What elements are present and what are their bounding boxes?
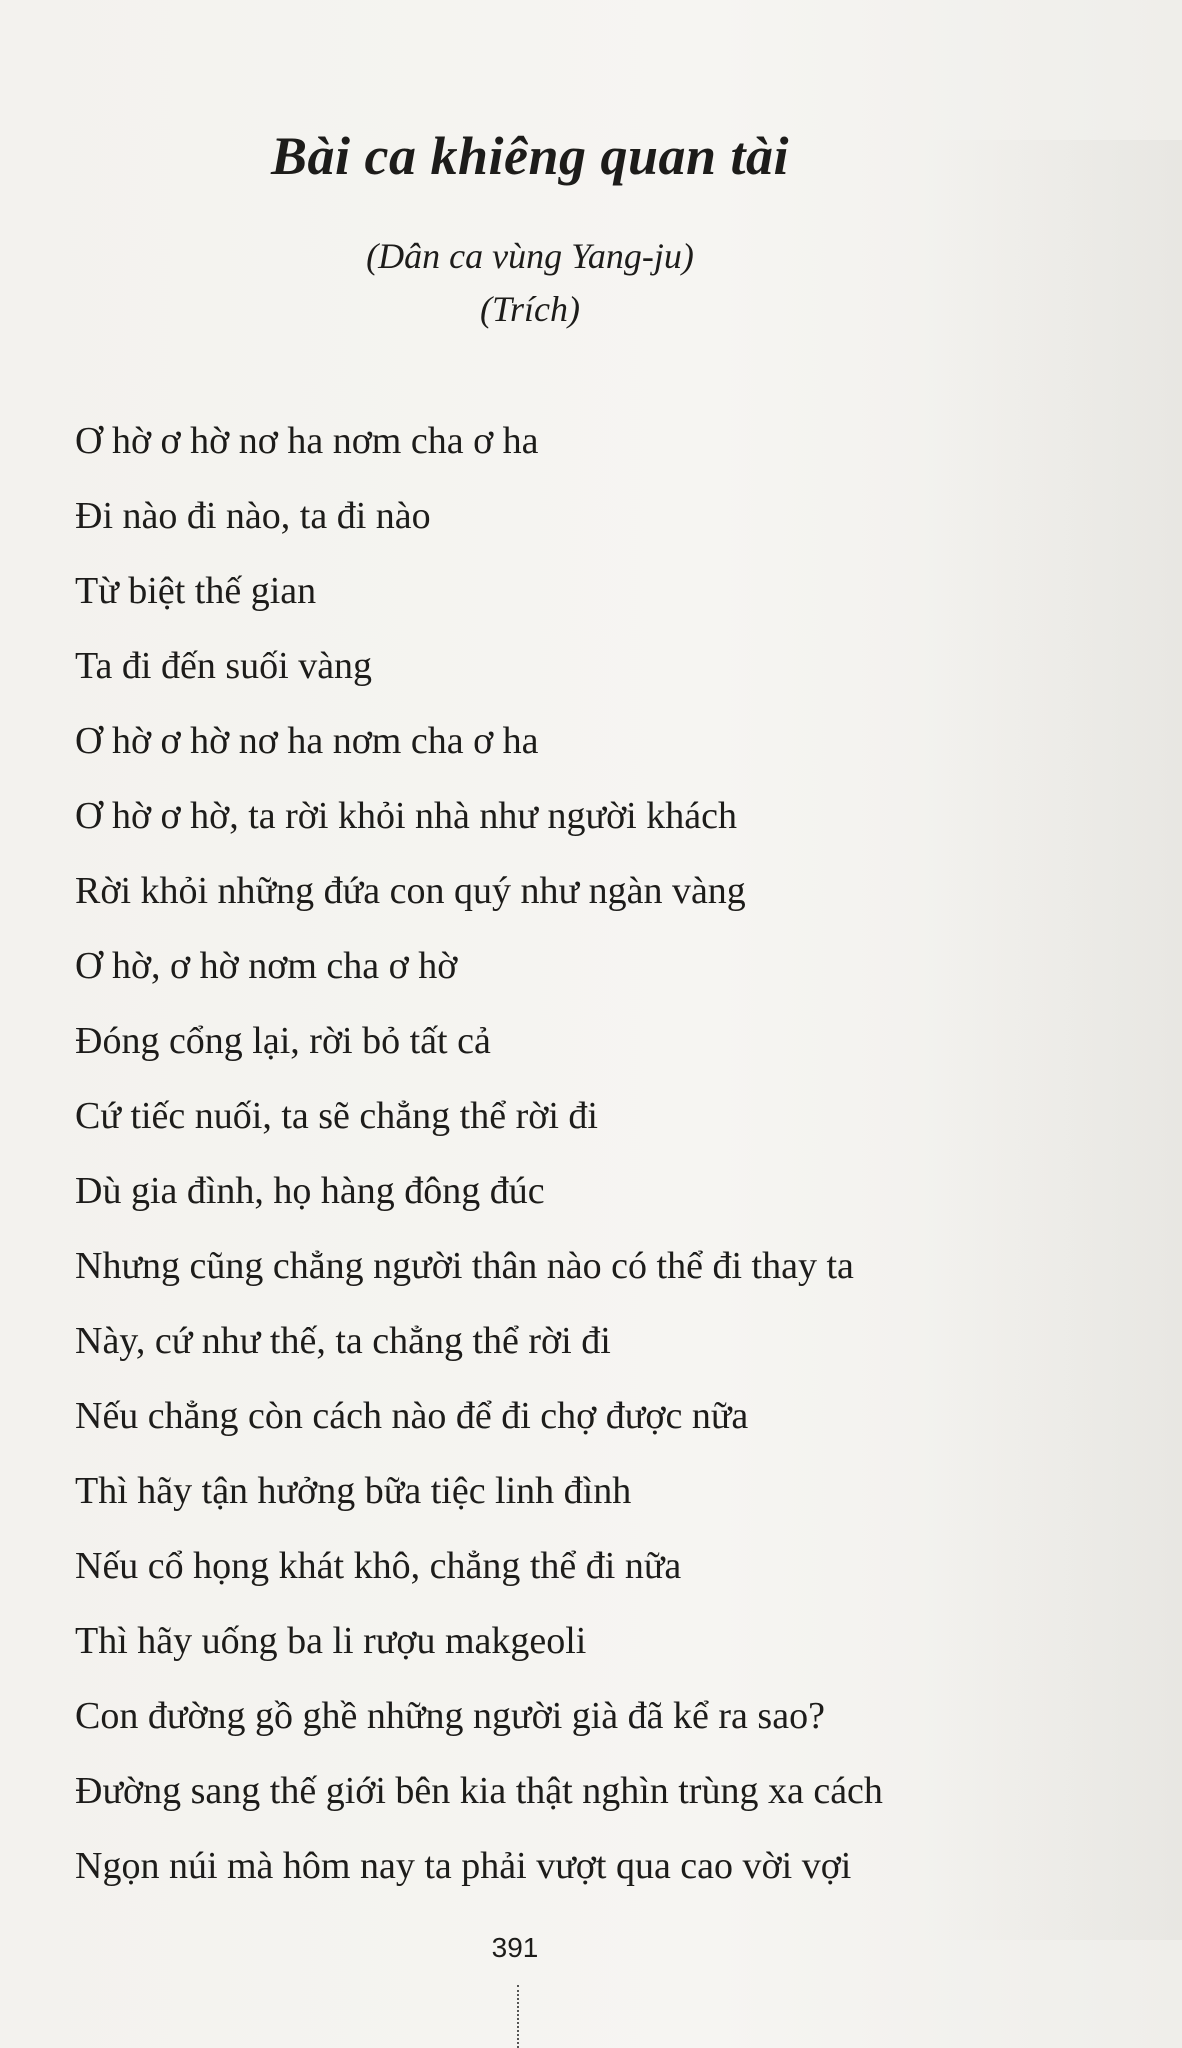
poem-line: Con đường gồ ghề những người già đã kể ra sao? — [75, 1695, 825, 1737]
poem-line: Rời khỏi những đứa con quý như ngàn vàng — [75, 870, 746, 912]
poem-line: Dù gia đình, họ hàng đông đúc — [75, 1170, 545, 1212]
poem-line: Thì hãy uống ba li rượu makgeoli — [75, 1620, 587, 1662]
poem-line: Ta đi đến suối vàng — [75, 645, 373, 687]
page-number: 391 — [491, 1932, 539, 1963]
poem-line: Nhưng cũng chẳng người thân nào có thể đi thay ta — [75, 1245, 854, 1287]
poem-line: Ơ hờ, ơ hờ nơm cha ơ hờ — [75, 945, 458, 987]
poem-line: Nếu chẳng còn cách nào để đi chợ được nữa — [75, 1395, 749, 1437]
poem-line: Ơ hờ ơ hờ, ta rời khỏi nhà như người khách — [75, 795, 737, 837]
poem-line: Từ biệt thế gian — [75, 570, 317, 612]
poem-line: Đi nào đi nào, ta đi nào — [75, 495, 431, 537]
poem-line: Cứ tiếc nuối, ta sẽ chẳng thể rời đi — [75, 1095, 598, 1137]
poem-line: Ơ hờ ơ hờ nơ ha nơm cha ơ ha — [75, 720, 539, 762]
page-fold-line — [517, 1985, 519, 2048]
poem-line: Thì hãy tận hưởng bữa tiệc linh đình — [75, 1470, 632, 1512]
poem-line: Đóng cổng lại, rời bỏ tất cả — [75, 1020, 491, 1062]
poem-line: Nếu cổ họng khát khô, chẳng thể đi nữa — [75, 1545, 682, 1587]
poem-body — [75, 412, 1075, 1912]
poem-line: Ơ hờ ơ hờ nơ ha nơm cha ơ ha — [75, 420, 539, 462]
poem-line: Này, cứ như thế, ta chẳng thể rời đi — [75, 1320, 611, 1362]
poem-title: Bài ca khiêng quan tài — [270, 126, 790, 186]
poem-line: Đường sang thế giới bên kia thật nghìn trùng xa cách — [75, 1770, 883, 1812]
poem-source-line: (Dân ca vùng Yang-ju) — [366, 236, 694, 276]
poem-excerpt-note: (Trích) — [479, 289, 580, 329]
poem-line: Ngọn núi mà hôm nay ta phải vượt qua cao vời vợi — [75, 1845, 852, 1887]
